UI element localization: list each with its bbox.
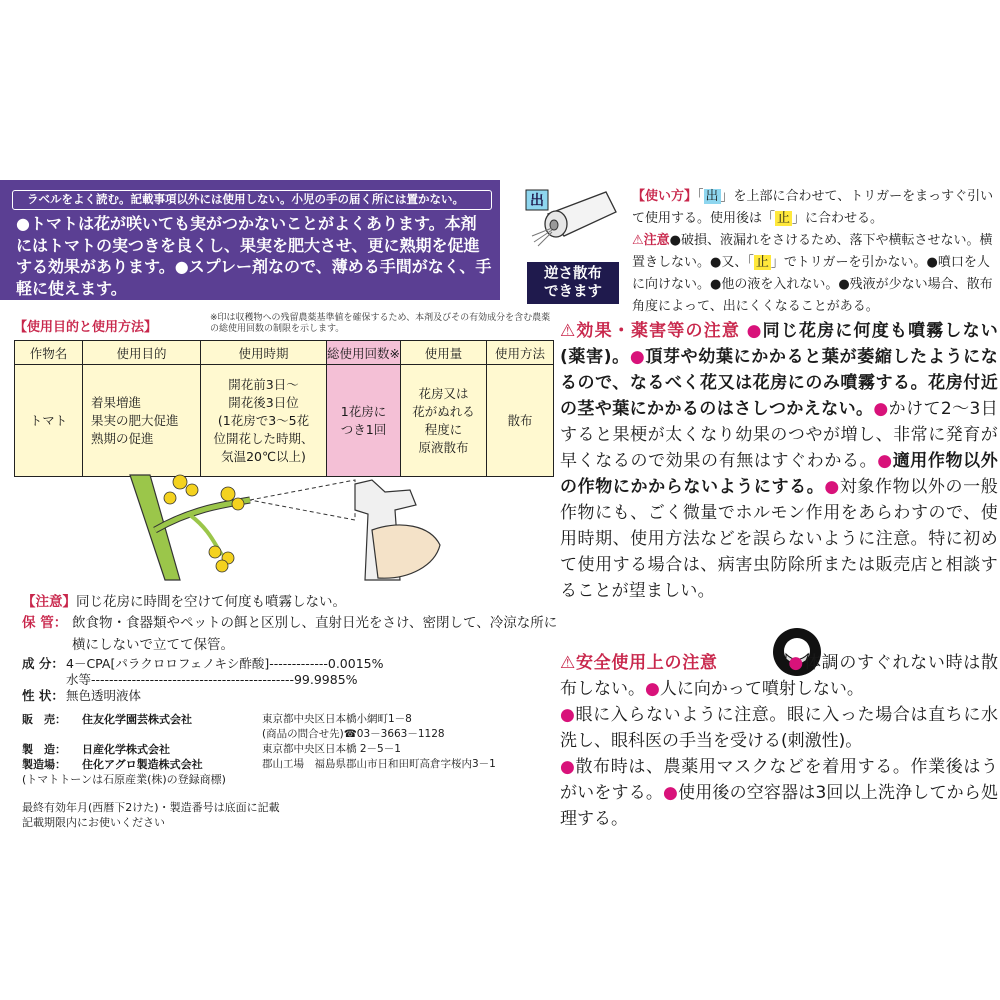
expiry-note: 最終有効年月(西暦下2けた)・製造番号は底面に記載 記載期限内にお使いください — [22, 801, 280, 829]
badge-line-1: 逆さ散布 — [544, 266, 602, 282]
warning-icon: ⚠ — [632, 233, 644, 248]
header-count: 総使用回数※ — [327, 341, 401, 365]
seller-address: 東京都中央区日本橋小網町1－8 — [262, 713, 412, 725]
cell-amount: 花房又は 花がぬれる 程度に 原液散布 — [401, 365, 487, 477]
header-crop: 作物名 — [15, 341, 83, 365]
property-text: 無色透明液体 — [66, 688, 142, 703]
purpose-table — [14, 340, 554, 477]
out-marker: 出 — [705, 189, 719, 204]
effects-section: ⚠効果・薬害等の注意 ●同じ花房に何度も噴霧しない(薬害)。●頂芽や幼葉にかかると葉が萎縮したようになるので、なるべく花又は花房にのみ噴霧する。花房付近の茎や葉にかかるのはさしつかえない。●かけて2～3日すると果梗が太くなり幼果のつやが増し、非常に発育が早くなるので効果の有無はすぐわかる。●適用作物以外の作物にかからないようにする。●対象作物以外の一般作物にも、ごく微量でホルモン作用をあらわすので、使用時期、使用方法などを誤らないように注意。特に初めて使用する場合は、病害虫防除所または販売店と相談することが望ましい。 — [560, 321, 999, 601]
trademark-note: (トマトトーンは石原産業(株)の登録商標) — [22, 773, 226, 786]
stop-marker-2: 止 — [755, 255, 769, 270]
header-amount: 使用量 — [401, 341, 487, 365]
purpose-note: ※印は収穫物への残留農薬基準値を確保するため、本剤及びその有効成分を含む農薬の総使用回数の制限を示します。 — [210, 313, 551, 334]
stop-marker: 止 — [777, 211, 791, 226]
maker-name: 日産化学株式会社 — [82, 743, 170, 756]
spray-illustration — [110, 470, 550, 590]
reverse-spray-badge — [527, 262, 619, 304]
warning-icon: ⚠ — [560, 321, 577, 341]
storage-label: 保 管： — [22, 615, 68, 631]
safety-section: ⚠安全使用上の注意 ●体調のすぐれない時は散布しない。●人に向かって噴射しない。 ●眼に入らないように注意。眼に入った場合は直ちに水洗し、眼科医の手当を受ける(刺激性)。 ●散布時は、農薬用マスクなどを着用する。作業後はうがいをする。●使用後の空容器は3回以上洗浄してから処理する。 — [560, 653, 999, 829]
storage-section — [22, 612, 562, 656]
usage-title: 【使い方】 — [632, 189, 698, 204]
usage-instructions: 【使い方】「 出 」を上部に合わせて、トリガーをまっすぐ引いて使用する。使用後は「 止 」に合わせる。 ⚠注意●破損、液漏れをさけるため、落下や横転させない。横置きしない。●又、「 止 」でトリガーを引かない。●噴口を人に向けない。●他の液を入れない。●残液が少ない場合、散布角度によって、出にくくなることがある。 — [632, 189, 994, 314]
plant-address: 郡山工場 福島県郡山市日和田町高倉字桜内3－1 — [262, 758, 496, 770]
intro-warning-line: ラベルをよく読む。記載事項以外には使用しない。小児の手の届く所には置かない。 — [12, 190, 492, 210]
storage-text: 飲食物・食器類やペットの餌と区別し、直射日光をさけ、密閉して、冷涼な所に横にしないで立てて保管。 — [72, 615, 558, 653]
usage-caution-title: 注意 — [643, 233, 670, 248]
cell-count: 1花房に つき1回 — [327, 365, 401, 477]
intro-description: ●トマトは花が咲いても実がつかないことがよくあります。本剤にはトマトの実つきを良くし、果実を肥大させ、更に熟期を促進する効果があります。●スプレー剤なので、薄める手間がなく、手軽に使えます。 — [16, 214, 492, 298]
company-info: 販 売： 住友化学園芸株式会社 東京都中央区日本橋小網町1－8 (商品の問合せ先)☎03－3663－1128 製 造： 日産化学株式会社 東京都中央区日本橋 2－5－1 製造場： 住化アグロ製造株式会社 郡山工場 福島県郡山市日和田町高倉字桜内3－1 (トマトトーンは石原産業(株)の登録商標) — [22, 713, 496, 786]
warning-icon: ⚠ — [560, 653, 576, 673]
caution-text: 同じ花房に時間を空けて何度も噴霧しない。 — [76, 594, 346, 610]
ingredient-1: 4－CPA[パラクロロフェノキシ酢酸]-------------0.0015% — [66, 656, 384, 671]
safety-title: 安全使用上の注意 — [575, 653, 718, 673]
property-label: 性 状： — [22, 688, 64, 703]
header-method: 使用方法 — [487, 341, 554, 365]
ingredient-2: 水等---------------------------------------------99.9985% — [66, 672, 358, 687]
caution-label: 【注意】 — [22, 594, 76, 610]
badge-line-2: できます — [544, 284, 602, 300]
cell-purpose: 着果増進 果実の肥大促進 熟期の促進 — [83, 365, 201, 477]
ingredients-section — [22, 656, 492, 704]
maker-address: 東京都中央区日本橋 2－5－1 — [262, 743, 401, 755]
header-purpose: 使用目的 — [83, 341, 201, 365]
plant-name: 住化アグロ製造株式会社 — [82, 758, 203, 771]
table-row — [15, 365, 554, 477]
cell-method: 散布 — [487, 365, 554, 477]
caution-line — [22, 590, 346, 610]
ingredients-label: 成 分： — [22, 656, 64, 671]
out-label: 出 — [530, 193, 544, 209]
cell-timing: 開花前3日～ 開花後3日位 (1花房で3～5花 位開花した時期、 気温20℃以上) — [201, 365, 327, 477]
effects-title: 効果・薬害等の注意 — [576, 321, 741, 341]
inquiry-phone: (商品の問合せ先)☎03－3663－1128 — [262, 728, 445, 740]
header-timing: 使用時期 — [201, 341, 327, 365]
purpose-heading: 【使用目的と使用方法】 — [14, 320, 158, 335]
seller-name: 住友化学園芸株式会社 — [82, 713, 192, 726]
cell-crop: トマト — [15, 365, 83, 477]
table-header-row — [15, 341, 554, 365]
